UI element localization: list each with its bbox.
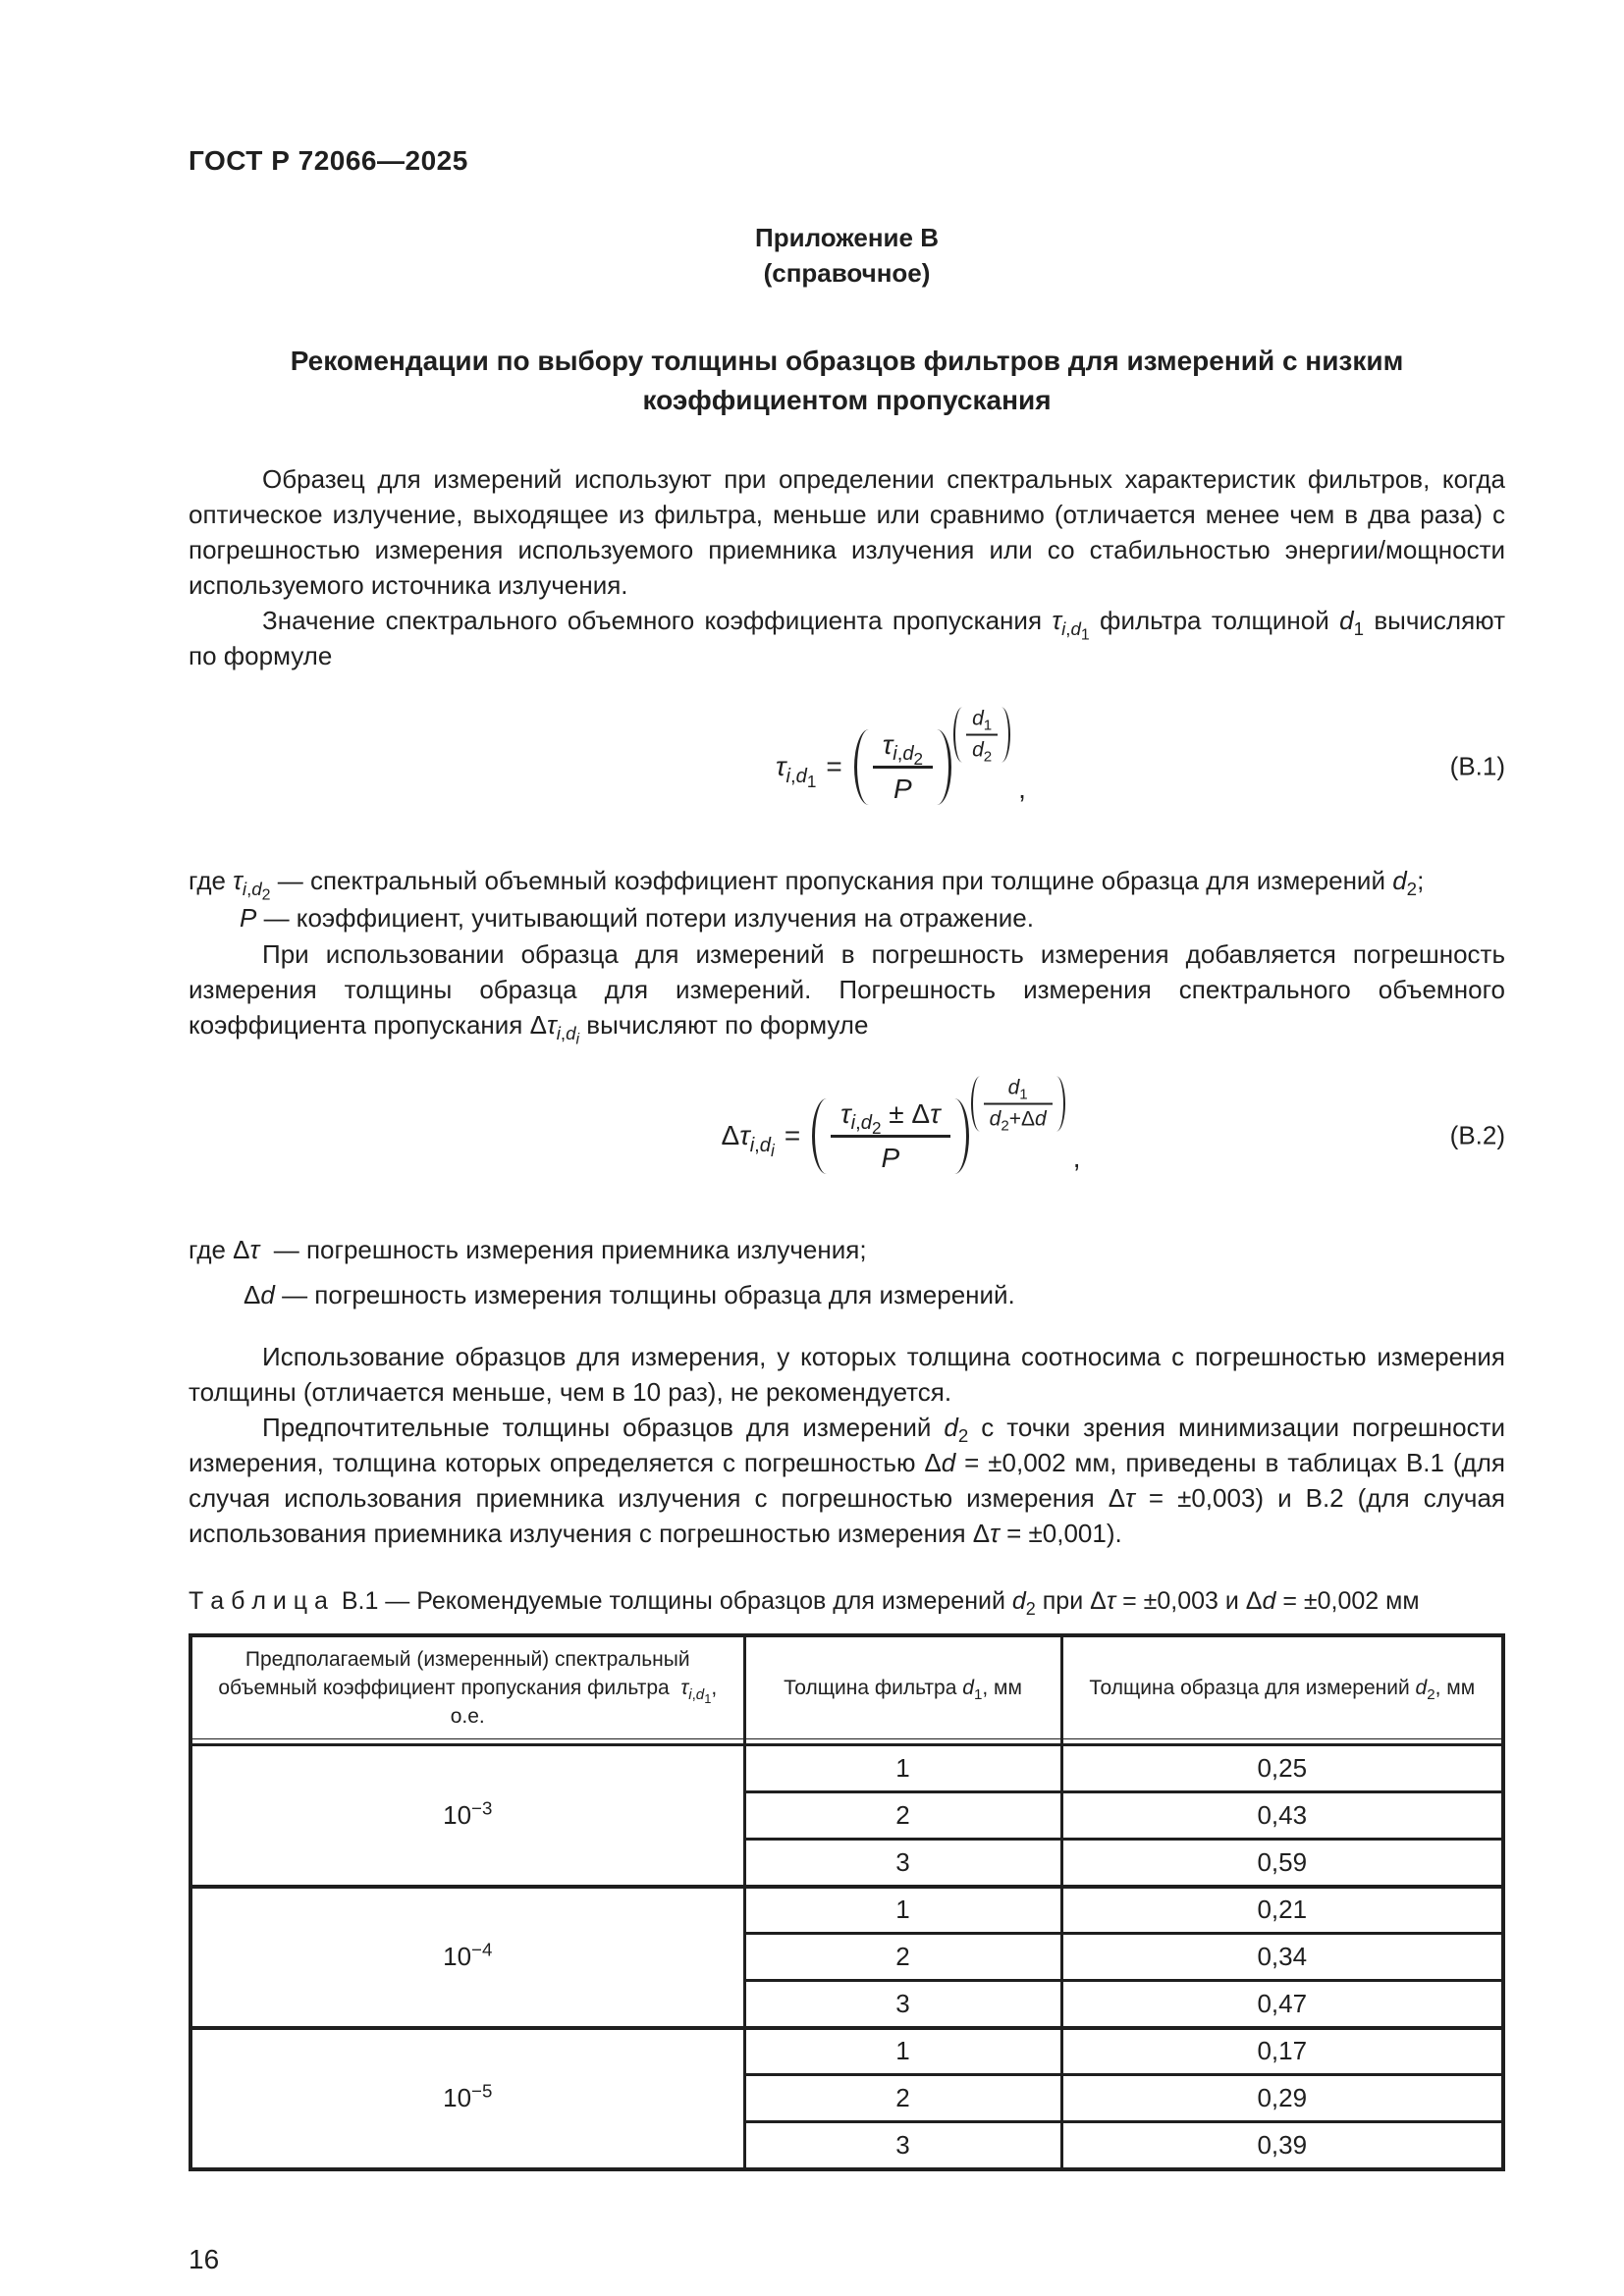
where-b1-tau: где $\tau_{i,d_2}$ — спектральный объемный коэффициент пропускания при толщине образца для измерений $d_2$;: [189, 866, 1425, 904]
formula-b2: [721, 1076, 1081, 1174]
table-b1: [189, 1633, 1505, 2171]
right-paren: [1056, 1077, 1065, 1132]
where-b2-dd: Δd — погрешность измерения толщины образца для измерений.: [244, 1280, 1015, 1309]
where-b2-dtau: где Δτ — погрешность измерения приемника излучения;: [189, 1235, 867, 1264]
formula-b1-row: [189, 693, 1505, 840]
table-row: 2 0,34: [190, 1934, 1503, 1981]
formula-b2-row: [189, 1062, 1505, 1209]
equals-sign: =: [784, 1120, 801, 1150]
equals-sign: =: [826, 751, 842, 781]
paragraph-usage: Использование образцов для измерения, у которых толщина соотносима с погрешностью измерения толщины (отличается меньше, чем в 10 раз), не рекомендуется.: [189, 1342, 1505, 1407]
table-row: $10^{-4}$ 1 0,21: [190, 1887, 1503, 1934]
table-row: 3 0,59: [190, 1840, 1503, 1887]
right-paren: [1001, 708, 1010, 763]
column-header-tau: Предполагаемый (измеренный) спектральный объемный коэффициент пропускания фильтра $\tau_{i,d_1}$, о.е.: [190, 1635, 744, 1739]
table-row: 3 0,47: [190, 1981, 1503, 2028]
column-header-d1: Толщина фильтра $d_1$, мм: [744, 1635, 1061, 1739]
fraction-bar: [966, 734, 998, 736]
tau-group-2: $10^{-4}$: [190, 1887, 744, 2028]
table-row: 2 0,29: [190, 2075, 1503, 2122]
formula-b2-exponent: $\frac{d_1}{d_2+\Delta d}$: [971, 1077, 1065, 1132]
paragraph-intro: Образец для измерений используют при определении спектральных характеристик фильтров, когда оптическое излучение, выходящее из фильтра, меньше или сравнимо (отличается менее чем в два раза) с погрешностью измерения используемого приемника излучения или со стабильностью энергии/мощности используемого источника излучения.: [189, 464, 1505, 600]
table-row: 2 0,43: [190, 1792, 1503, 1840]
table-row: $10^{-5}$ 1 0,17: [190, 2028, 1503, 2075]
appendix-label: Приложение В: [755, 223, 939, 252]
formula-b1-fraction: $\frac{\tau_{i,d_2}}{P}$: [873, 729, 933, 805]
paragraph-error: При использовании образца для измерений в погрешность измерения добавляется погрешность измерения толщины образца для измерений. Погрешность измерения спектрального объемного коэффициента пропускания $\Delta\tau_{i,d_i}$ вычисляют по формуле: [189, 939, 1505, 1048]
page-number: 16: [189, 2243, 220, 2274]
table-row: $10^{-3}$ 1 0,25: [190, 1745, 1503, 1792]
fraction-bar: [984, 1103, 1053, 1105]
paragraph-preferred: Предпочтительные толщины образцов для измерений $d_2$ с точки зрения минимизации погрешности измерения, толщина которых определяется с погрешностью Δd = ±0,002 мм, приведены в таблицах В.1 (для случая использования приемника излучения с погрешностью измерения Δτ = ±0,003) и В.2 (для случая использования приемника излучения с погрешностью измерения Δτ = ±0,001).: [189, 1413, 1505, 1548]
right-paren: [954, 1098, 969, 1174]
formula-b1: [776, 707, 1026, 805]
paragraph-tau-definition: Значение спектрального объемного коэффициента пропускания $\tau_{i,d_1}$ фильтра толщиной $d_1$ вычисляют по формуле: [189, 606, 1505, 670]
tau-group-1: $10^{-3}$: [190, 1745, 744, 1887]
where-b1-p: P — коэффициент, учитывающий потери излучения на отражение.: [240, 903, 1034, 933]
table-header-row: [190, 1635, 1503, 1739]
standard-reference: ГОСТ Р 72066—2025: [189, 145, 468, 176]
fraction-bar: [873, 766, 933, 769]
table-b1-title: Т а б л и ц а В.1 — Рекомендуемые толщины образцов для измерений $d_2$ при Δτ = ±0,003 и Δd = ±0,002 мм: [189, 1587, 1420, 1619]
comma: ,: [1018, 773, 1026, 804]
fraction-bar: [831, 1135, 949, 1138]
left-paren: [812, 1098, 827, 1174]
tau-group-3: $10^{-5}$: [190, 2028, 744, 2169]
page-title: Рекомендации по выбору толщины образцов фильтров для измерений с низким коэффициентом пропускания: [290, 346, 1404, 415]
formula-b1-exponent: $\frac{d_1}{d_2}$: [953, 708, 1010, 763]
appendix-kind: (справочное): [763, 258, 931, 288]
column-header-d2: Толщина образца для измерений $d_2$, мм: [1061, 1635, 1503, 1739]
formula-b2-lhs: $\Delta\tau_{i,d_i}$: [721, 1120, 775, 1160]
comma: ,: [1072, 1142, 1081, 1173]
left-paren: [953, 708, 962, 763]
table-row: 3 0,39: [190, 2122, 1503, 2169]
formula-b2-fraction: $\frac{\tau_{i,d_2} \pm \Delta\tau}{P}$: [831, 1098, 949, 1174]
right-paren: [937, 729, 951, 805]
formula-b1-lhs: $\tau_{i,d_1}$: [776, 751, 817, 791]
formula-b1-number: (В.1): [1449, 751, 1505, 781]
formula-b2-number: (В.2): [1449, 1120, 1505, 1150]
left-paren: [854, 729, 869, 805]
left-paren: [971, 1077, 980, 1132]
